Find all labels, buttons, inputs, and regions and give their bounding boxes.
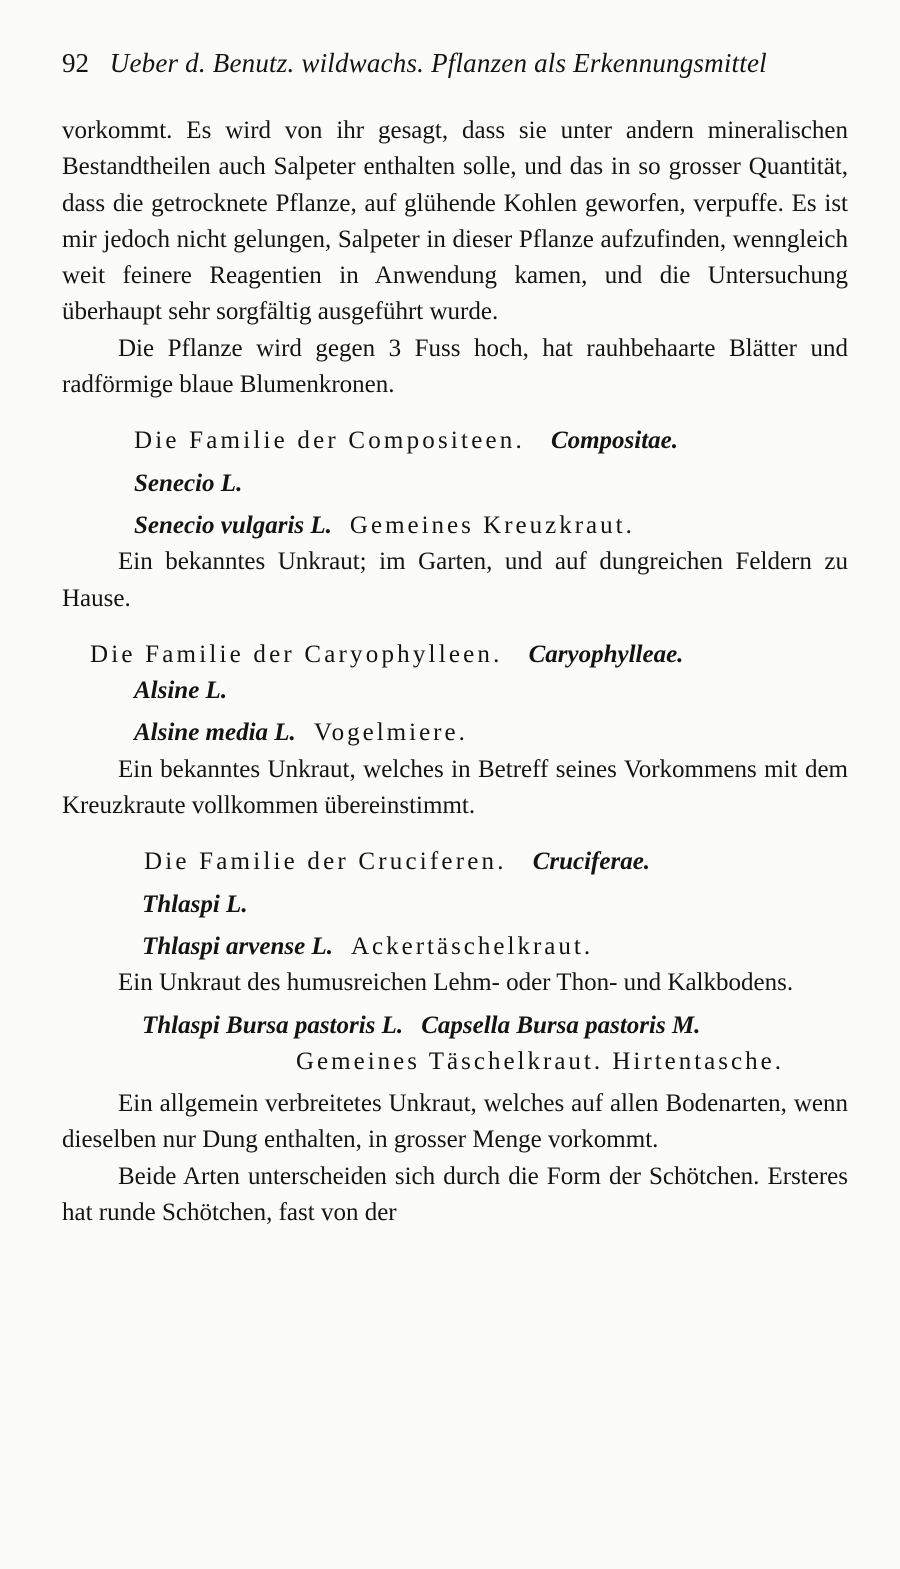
paragraph: Ein bekanntes Unkraut, welches in Betreff seines Vorkommens mit dem Kreuzkraute vollkommen übereinstimmt. (62, 755, 848, 820)
genus-name: Senecio L. (134, 469, 243, 497)
paragraph: Ein Unkraut des humusreichen Lehm- oder Thon- und Kalkbodens. (118, 969, 794, 997)
species-latin: Thlaspi Bursa pastoris L. (142, 1011, 404, 1039)
paragraph: Die Pflanze wird gegen 3 Fuss hoch, hat rauhbehaarte Blätter und radförmige blaue Blumenkronen. (62, 334, 848, 399)
species-entry (62, 508, 848, 544)
species-entry (62, 929, 848, 965)
species-entry (62, 1008, 848, 1081)
paragraph: Beide Arten unterscheiden sich durch die Form der Schötchen. Ersteres hat runde Schötchen, fast von der (62, 1162, 848, 1227)
genus-name: Thlaspi L. (142, 890, 248, 918)
family-name-german: Die Familie der Compositeen. (134, 427, 525, 455)
species-entry (62, 715, 848, 751)
page-body (62, 113, 848, 1231)
family-heading (62, 844, 848, 880)
running-header (62, 46, 852, 80)
running-title: Ueber d. Benutz. wildwachs. Pflanzen als Erkennungsmittel (109, 48, 767, 78)
paragraph: Ein bekanntes Unkraut; im Garten, und auf dungreichen Feldern zu Hause. (62, 548, 848, 612)
genus-name: Alsine L. (134, 677, 228, 705)
paragraph: vorkommt. Es wird von ihr gesagt, dass sie unter andern mineralischen Bestandtheilen auch Salpeter enthalten solle, und das in so grosser Quantität, dass die getrocknete Pflanze, auf glühende Kohlen geworfen, verpuffe. Es ist mir jedoch nicht gelungen, Salpeter in dieser Pflanze aufzufinden, wenngleich weit feinere Reagentien in Anwendung kamen, und die Untersuchung überhaupt sehr sorgfältig ausgeführt wurde. (62, 117, 848, 326)
family-name-latin: Compositae. (550, 427, 679, 455)
paragraph: Ein allgemein verbreitetes Unkraut, welches auf allen Bodenarten, wenn dieselben nur Dung enthalten, in grosser Menge vorkommt. (62, 1090, 848, 1154)
species-common: Gemeines Kreuzkraut. (349, 511, 635, 539)
species-common: Vogelmiere. (313, 719, 468, 747)
family-name-latin: Cruciferae. (532, 848, 651, 876)
species-latin: Senecio vulgaris L. (134, 511, 332, 539)
species-common: Gemeines Täschelkraut. Hirtentasche. (296, 1047, 784, 1075)
family-name-german: Die Familie der Cruciferen. (144, 848, 507, 876)
family-heading (62, 637, 848, 673)
family-name-latin: Caryophylleae. (528, 640, 684, 668)
species-latin: Alsine media L. (134, 719, 296, 747)
species-common: Ackertäschelkraut. (350, 932, 594, 960)
species-synonym: Capsella Bursa pastoris M. (421, 1011, 701, 1039)
species-latin: Thlaspi arvense L. (142, 932, 333, 960)
page-number: 92 (62, 48, 89, 78)
family-heading (62, 423, 848, 459)
family-name-german: Die Familie der Caryophylleen. (90, 640, 503, 668)
